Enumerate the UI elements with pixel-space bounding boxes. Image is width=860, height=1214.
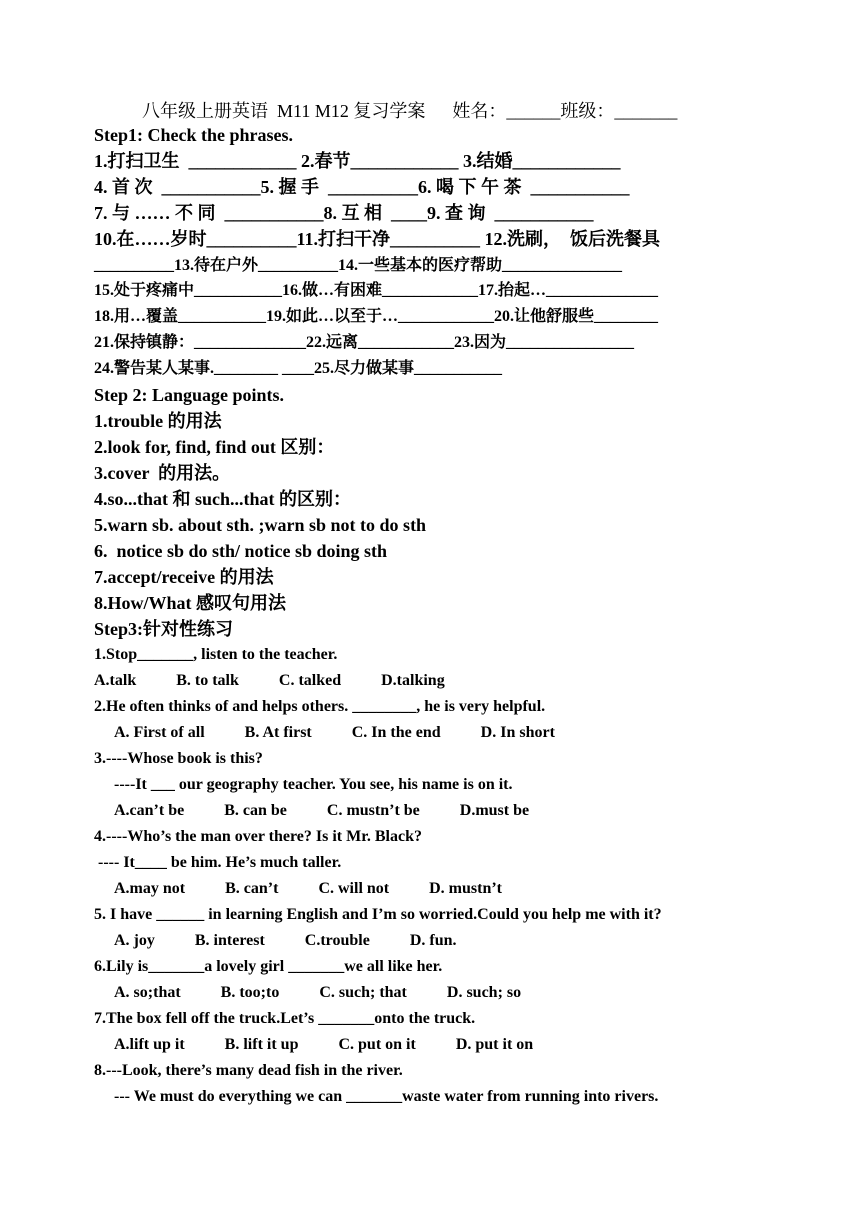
exercise-question: 4.----Who’s the man over there? Is it Mr. Black? [94,828,422,845]
exercise-options: ----It ___ our geography teacher. You see, his name is on it. [114,776,513,793]
phrase-line: 4. 首 次 ___________5. 握 手 __________6. 喝 下 午 茶 ___________ [94,177,630,197]
language-point: 4.so...that 和 such...that 的区别： [94,489,352,509]
language-point: 1.trouble 的用法 [94,411,222,431]
page-title: 八年级上册英语 M11 M12 复习学案 姓名：______班级：_______ [142,101,678,121]
phrase-line: 7. 与 …… 不 同 ___________8. 互 相 ____9. 查 询 ___________ [94,203,594,223]
exercise-question: 5. I have ______ in learning English and I’m so worried.Could you help me with it? [94,906,662,923]
exercise-question: 3.----Whose book is this? [94,750,263,767]
phrase-line: __________13.待在户外__________14.一些基本的医疗帮助_______________ [94,257,623,274]
phrase-line: 18.用…覆盖___________19.如此…以至于…____________20.让他舒服些________ [94,308,659,325]
phrase-line: 10.在……岁时__________11.打扫干净__________ 12.洗刷， 饭后洗餐具 [94,229,661,249]
exercise-options: A. joy B. interest C.trouble D. fun. [114,932,457,949]
phrase-line: 1.打扫卫生 ____________ 2.春节____________ 3.结婚____________ [94,151,621,171]
step3-heading: Step3:针对性练习 [94,619,233,639]
exercise-options: A. so;that B. too;to C. such; that D. such; so [114,984,522,1001]
exercise-question: 8.---Look, there’s many dead fish in the river. [94,1062,403,1079]
phrase-line: 21.保持镇静：______________22.远离____________23.因为________________ [94,334,635,351]
exercise-question: 7.The box fell off the truck.Let’s _______onto the truck. [94,1010,476,1027]
exercise-question: 6.Lily is_______a lovely girl _______we all like her. [94,958,443,975]
exercise-options: A.may not B. can’t C. will not D. mustn’t [114,880,502,897]
phrase-line: 24.警告某人某事.________ ____25.尽力做某事___________ [94,360,503,377]
exercise-question: 2.He often thinks of and helps others. ________, he is very helpful. [94,698,546,715]
language-point: 5.warn sb. about sth. ;warn sb not to do sth [94,515,427,535]
exercise-question: 1.Stop_______, listen to the teacher. [94,646,338,663]
exercise-question: A.talk B. to talk C. talked D.talking [94,672,445,689]
language-point: 3.cover 的用法。 [94,463,231,483]
step2-heading: Step 2: Language points. [94,385,285,405]
step1-heading: Step1: Check the phrases. [94,125,294,145]
exercise-question: ---- It____ be him. He’s much taller. [94,854,342,871]
language-point: 8.How/What 感叹句用法 [94,593,287,613]
phrase-line: 15.处于疼痛中___________16.做…有困难____________17.抬起…______________ [94,282,659,299]
exercise-options: A.lift up it B. lift it up C. put on it D. put it on [114,1036,534,1053]
language-point: 7.accept/receive 的用法 [94,567,274,587]
language-point: 2.look for, find, find out 区别： [94,437,335,457]
language-point: 6. notice sb do sth/ notice sb doing sth [94,541,388,561]
exercise-options: A. First of all B. At first C. In the end D. In short [114,724,555,741]
exercise-options: A.can’t be B. can be C. mustn’t be D.must be [114,802,530,819]
exercise-options: --- We must do everything we can _______waste water from running into rivers. [114,1088,659,1105]
